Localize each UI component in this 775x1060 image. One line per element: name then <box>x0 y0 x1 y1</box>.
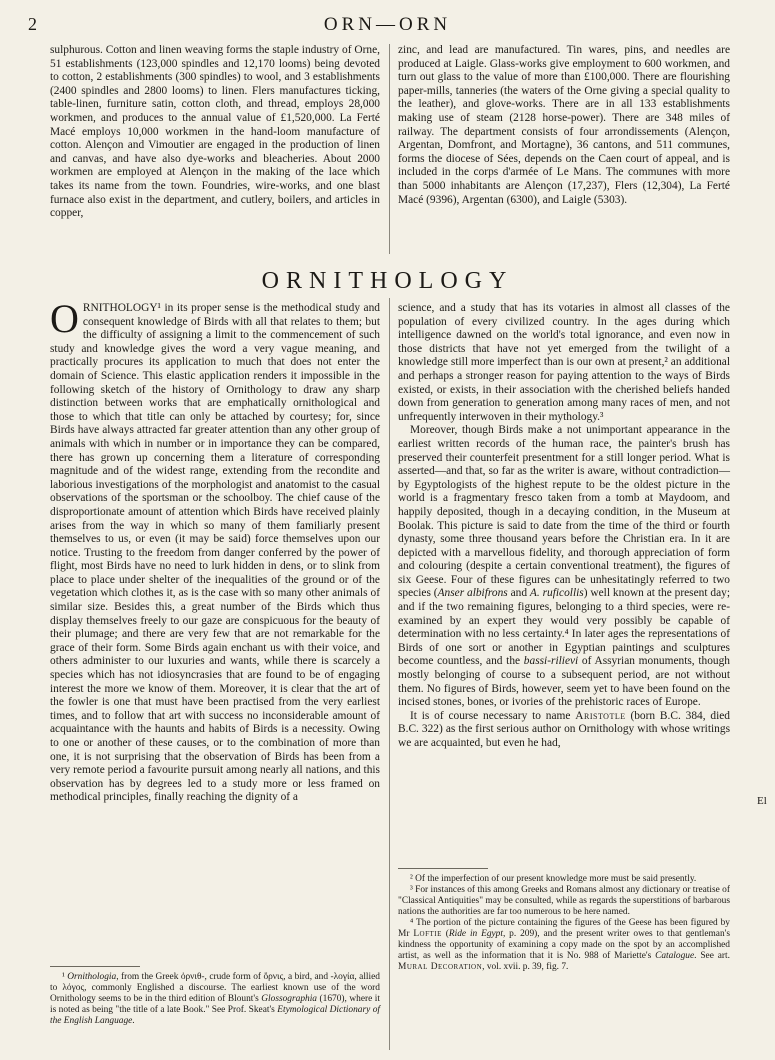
footnote-rule-left <box>50 966 140 967</box>
orne-paragraph-left: sulphurous. Cotton and linen weaving forms the staple industry of Orne, 51 establishments (123,000 spindles and 12,170 looms) being devoted to cotton, 2 establishments (300 spindles) to wool, and 3 establishments (2400 spindles and 2800 looms) to linen. Flers manufactures ticking, table-linen, furniture satin, cotton cloth, and thread, employs 28,000 workmen, and produces to the annual value of £1,520,000. La Ferté Macé employs 10,000 workmen in the hand-loom manufacture of cotton. Alençon and Vimoutier are engaged in the production of linen and canvas, and have also dye-works and bleacheries. About 2000 workmen are employed at Alençon in the making of the lace which takes its name from the town. Foundries, wire-works, and one blast furnace also exist in the department, and cutlery, boilers, and articles in copper, <box>50 44 380 220</box>
footnotes-right <box>398 862 730 973</box>
para2-and: and <box>507 587 530 600</box>
fn1-ornithologia: Ornithologia <box>67 972 117 982</box>
fn4-text-d: . See art. <box>694 951 730 961</box>
article-paragraph-1 <box>50 296 380 805</box>
orne-text-right <box>398 44 730 207</box>
footnote-rule-right <box>398 868 488 869</box>
running-title: ORN—ORN <box>323 14 452 35</box>
article-column-right <box>398 302 730 751</box>
orne-paragraph-right: zinc, and lead are manufactured. Tin wares, pins, and needles are produced at Laigle. Glass-works give employment to 600 workmen, and turn out glass to the value of more than £100,000. There are flourishing paper-mills, tanneries (the waters of the Orne giving a special quality to the leather), and glove-works. There are in all 133 establishments making use of steam (2128 horse-power). There are 348 miles of railway. The department consists of four arrondissements (Alençon, Argentan, Domfront, and Mortagne), 36 cantons, and 511 communes, forms the diocese of Sées, depends on the Caen court of appeal, and is included in the corps d'armée of Le Mans. The communes with more than 5000 inhabitants are Alençon (17,237), Flers (12,304), La Ferté Macé (9396), Argentan (6300), and Laigle (5303). <box>398 44 730 206</box>
fn4-text-e: , vol. xvii. p. 39, fig. 7. <box>482 962 569 972</box>
para2-text-c: of Assyrian monuments, though mostly belonging of course to a subsequent period, are not without them. No figures of Birds, however, seem yet to have been found on the incised stones, bones, or ivories of the prehistoric races of Europe. <box>398 655 730 709</box>
fn1-marker: ¹ <box>62 972 68 982</box>
para3-text-a: It is of course necessary to name <box>410 709 576 722</box>
page-number: 2 <box>28 14 37 34</box>
fn4-text-b: ( <box>441 929 449 939</box>
fn4-catalogue: Catalogue <box>655 951 695 961</box>
column-divider-top <box>389 44 390 254</box>
footnote-1 <box>50 972 380 1027</box>
footnote-4 <box>398 918 730 973</box>
para2-text-b: ) well known at the present day; and if the two remaining figures, belonging to a third species, were re-examined by an expert they would very possibly be capable of determination with no less certainty.⁴ In later ages the representations of Birds of one sort or another in Egyptian paintings and sculptures become countless, and the <box>398 587 730 668</box>
article-column-left <box>50 296 380 805</box>
fn1-skeat: Etymological Dictionary of the English Language <box>50 1005 380 1026</box>
article-paragraph-1-text: RNITHOLOGY¹ in its proper sense is the methodical study and consequent knowledge of Birds with all that relates to them; but the difficulty of assigning a limit to the commencement of such study and knowledge gives the word a very vague meaning, and practically procures its application to much that does not enter the domain of Science. This elastic application renders it impossible in the following sketch of the history of Ornithology to draw any sharp distinction between works that are emphatically ornithological and those to which that title can only be attached by courtesy; for, since Birds have always attracted far greater attention than any other group of animals with which in number or in importance they can be compared, there has grown up concerning them a literature of corresponding magnitude and of the widest range, extending from the recondite and laborious investigations of the morphologist and anatomist to the casual observations of the sportsman or the schoolboy. The chief cause of the disproportionate amount of attention which Birds have received plainly arises from the way in which so many of them familiarly present themselves to us, or even (it may be said) force themselves upon our notice. Trusting to the freedom from danger conferred by the power of flight, most Birds have no need to lurk hidden in dens, or to slink from place to place under shelter of the inequalities of the ground or of the vegetation which clothes it, as is the case with so many other animals of similar size. Besides this, a great number of the Birds which thus display themselves freely to our gaze are conspicuous for the beauty of their plumage; and there are very few that are not remarkable for the grace of their form. Some Birds again enchant us with their voice, and others administer to our luxuries and wants, while there is scarcely a species which has not idiosyncrasies that are found to be of engaging interest the more we know of them. Moreover, it is clear that the art of the fowler is one that must have been practised from the very earliest times, and to follow that art with success no inconsiderable amount of acquaintance with the haunts and habits of Birds is a necessity. Owing to one or another of these causes, or to the combination of more than one, it is not surprising that the observation of Birds has been from a very remote period a favourite pursuit among nearly all nations, and this observation has by degrees led to a study more or less framed on methodical principles, finally reaching the dignity of a <box>50 302 380 804</box>
species-a-ruficollis: A. ruficollis <box>529 587 584 600</box>
species-anser-albifrons: Anser albifrons <box>437 587 508 600</box>
bassi-rilievi-term: bassi-rilievi <box>523 655 579 668</box>
fn1-text-c: (1670), where it is noted as being "the title of a late Book." See Prof. Skeat's <box>50 994 381 1015</box>
margin-mark: El <box>757 795 767 807</box>
fn1-text-d: . <box>132 1016 135 1026</box>
article-paragraph-1-cont: science, and a study that has its votaries in almost all classes of the population of every civilized country. In the ages during which intelligence dawned on the world's total ignorance, and even now in those districts that have not yet emerged from the twilight of a knowledge still more imperfect than is our own at present,² an additional and perhaps a stronger reason for paying attention to the ways of Birds existed, or exists, in their association with the cherished beliefs handed down from generation to generation among many races of men, and not unfrequently interwoven in their mythology.³ <box>398 302 730 423</box>
fn4-text-c: , p. 209), and the present writer owes to that gentleman's kindness the opportunity of examining a copy made on the spot by an accomplished artist, as well as the information that it is No. 988 of Mariette's <box>398 929 730 961</box>
fn1-text-b: , from the Greek ὀρνιθ-, crude form of ὄρνις, a bird, and -λογία, allied to λόγος, commonly Englished a discourse. The earliest known use of the word Ornithology seems to be in the third edition of Blount's <box>50 972 380 1004</box>
footnote-3: ³ For instances of this among Greeks and Romans almost any dictionary or treatise of "Classical Antiquities" may be consulted, while as regards the superstitions of barbarous nations the authorities are far too numerous to be here named. <box>398 885 730 917</box>
fn1-glossographia: Glossographia <box>261 994 317 1004</box>
fn4-loftie: Loftie <box>413 929 442 939</box>
fn4-text-a: ⁴ The portion of the picture containing the figures of the Geese has been figured by Mr <box>398 918 730 939</box>
para2-text-a: Moreover, though Birds make a not unimportant appearance in the earliest written records of the human race, the painter's brush has preserved their counterfeit presentment for a still longer period. What is asserted—and that, so far as the writer is aware, without contradiction—by Egyptologists of the highest repute to be the oldest picture in the world is a fragmentary fresco taken from a tomb at Maydoom, and happily deposited, though in a decaying condition, in the Museum at Boolak. This picture is said to date from the time of the third or fourth dynasty, some three thousand years before the Christian era. In it are depicted with a marvellous fidelity, and thorough appreciation of form and colouring (despite a certain conventional treatment), the figures of six Geese. Four of these figures can be unhesitatingly referred to two species ( <box>398 424 730 600</box>
article-title: ORNITHOLOGY <box>261 268 514 294</box>
aristotle-name: Aristotle <box>575 709 626 722</box>
article-paragraph-3 <box>398 710 730 751</box>
para3-text-b: (born B.C. 384, died B.C. 322) as the first serious author on Ornithology with whose writings we are acquainted, but even he had, <box>398 709 730 749</box>
fn4-mural-decoration: Mural Decoration <box>398 962 483 972</box>
fn4-ride-in-egypt: Ride in Egypt <box>448 929 503 939</box>
orne-text-left <box>50 44 380 221</box>
footnote-2: ² Of the imperfection of our present knowledge more must be said presently. <box>410 874 697 884</box>
article-paragraph-2 <box>398 424 730 709</box>
column-divider-body <box>389 298 390 1050</box>
footnotes-left <box>50 960 380 1027</box>
drop-cap: O <box>50 296 79 341</box>
